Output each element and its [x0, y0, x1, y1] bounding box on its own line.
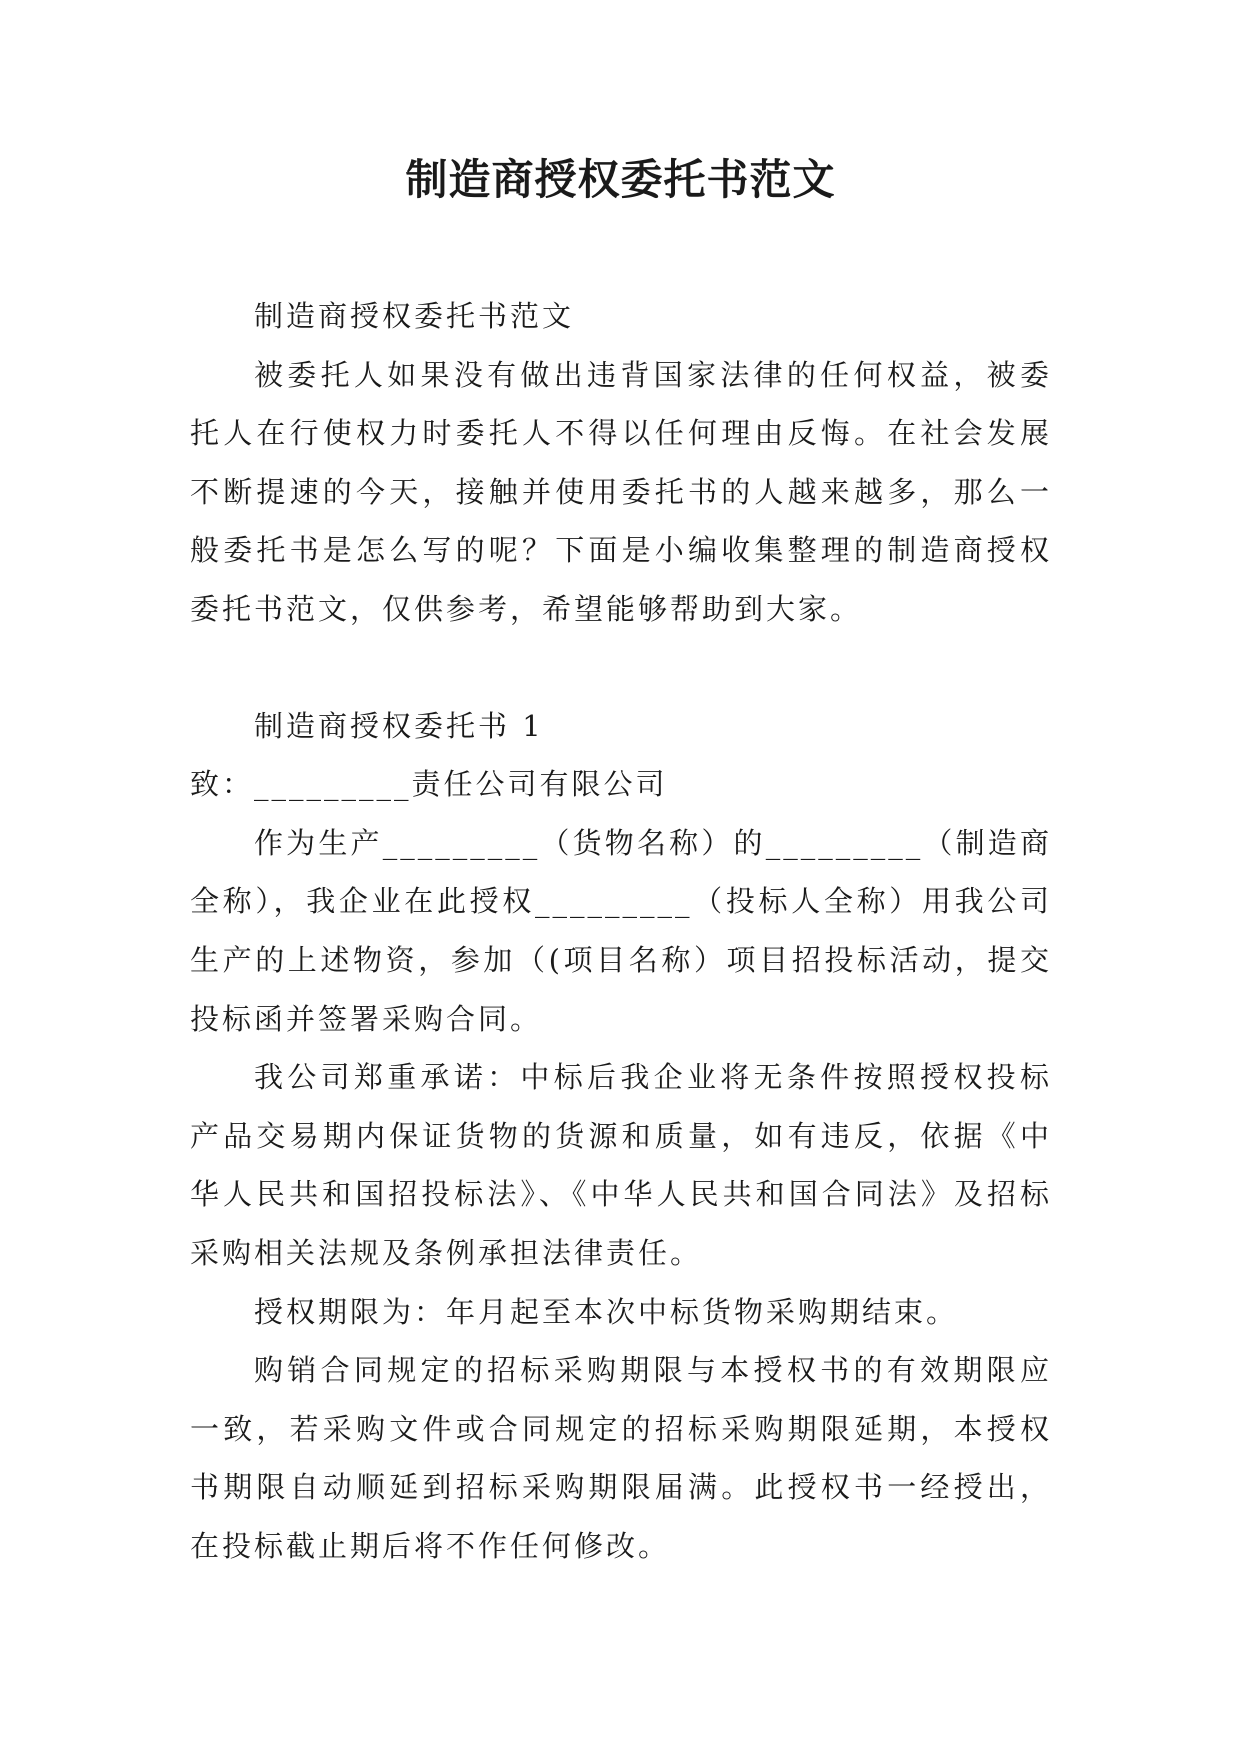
document-body [190, 287, 1052, 1575]
intro-paragraph: 被委托人如果没有做出违背国家法律的任何权益，被委托人在行使权力时委托人不得以任何理由反悔。在社会发展不断提速的今天，接触并使用委托书的人越来越多，那么一般委托书是怎么写的呢？下面是小编收集整理的制造商授权委托书范文，仅供参考，希望能够帮助到大家。 [190, 357, 1052, 626]
paragraph-spacer [190, 639, 1052, 697]
authorization-paragraph: 作为生产_________（货物名称）的_________（制造商全称），我企业在此授权_________（投标人全称）用我公司生产的上述物资，参加（(项目名称）项目招投标活动，提交投标函并签署采购合同。 [190, 825, 1052, 1036]
section-heading: 制造商授权委托书 1 [254, 708, 544, 743]
page-title: 制造商授权委托书范文 [405, 155, 836, 204]
addressee-line: 致：_________责任公司有限公司 [190, 767, 668, 802]
subtitle-paragraph: 制造商授权委托书范文 [254, 299, 575, 333]
commitment-paragraph: 我公司郑重承诺：中标后我企业将无条件按照授权投标产品交易期内保证货物的货源和质量，如有违反，依据《中华人民共和国招投标法》、《中华人民共和国合同法》及招标采购相关法规及条例承担法律责任。 [190, 1060, 1052, 1270]
validity-paragraph: 购销合同规定的招标采购期限与本授权书的有效期限应一致，若采购文件或合同规定的招标采购期限延期，本授权书期限自动顺延到招标采购期限届满。此授权书一经授出，在投标截止期后将不作任何修改。 [190, 1353, 1052, 1563]
term-paragraph: 授权期限为：年月起至本次中标货物采购期结束。 [254, 1294, 959, 1329]
